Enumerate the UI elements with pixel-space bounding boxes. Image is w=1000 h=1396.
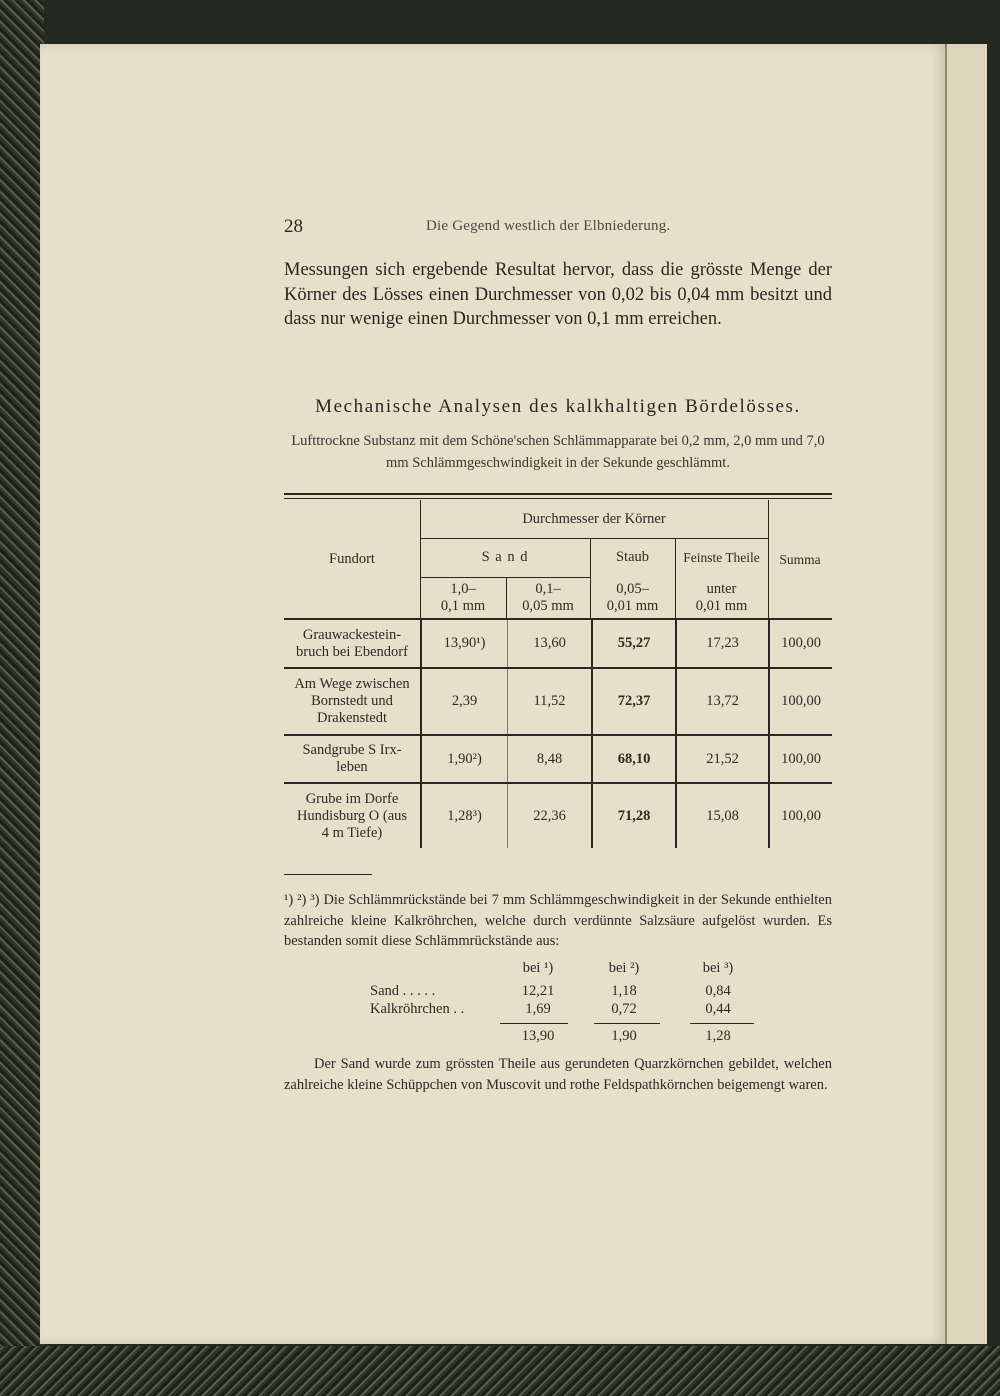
row-sand-coarse: 1,28³) <box>447 807 482 824</box>
header-summa: Summa <box>779 551 821 567</box>
subtable-total: 1,90 <box>611 1028 637 1044</box>
table-title: Mechanische Analysen des kalkhaltigen Bördelösses. <box>315 396 801 417</box>
row-feinste: 13,72 <box>706 693 739 709</box>
row-fundort: Sandgrube S Irx- leben <box>302 742 402 775</box>
table-top-rule-thin <box>284 498 832 499</box>
page-number: 28 <box>284 216 303 237</box>
subtable-header: bei ³) <box>702 960 734 976</box>
row-sand-fine: 11,52 <box>533 693 566 709</box>
footnote-rule <box>284 874 372 875</box>
subtable-row-label: Sand . . . . . <box>370 983 436 999</box>
row-staub: 72,37 <box>617 693 651 709</box>
table-subtitle: Lufttrockne Substanz mit dem Schöne'schen Schlämmapparate bei 0,2 mm, 2,0 mm und 7,0 mm Schlämmgeschwindigkeit in der Sekunde geschlämmt. <box>291 433 825 471</box>
subtable-total: 13,90 <box>521 1028 555 1044</box>
subtable-cell: 0,84 <box>705 983 731 999</box>
row-summa: 100,00 <box>781 635 821 651</box>
row-staub: 55,27 <box>617 635 651 651</box>
header-sand-coarse: 1,0– 0,1 mm <box>440 580 486 614</box>
footnote-text: ¹) ²) ³) Die Schlämmrückstände bei 7 mm Schlämmgeschwindigkeit in der Sekunde enthielten zahlreiche kleine Kalkröhrchen, welche durch verdünnte Salzsäure aufgelöst wurden. Es bestanden somit diese Schlämmrückstände aus: <box>284 892 832 949</box>
row-fundort: Grube im Dorfe Hundisburg O (aus 4 m Tiefe) <box>296 790 408 841</box>
row-fundort: Am Wege zwischen Bornstedt und Drakenstedt <box>294 676 410 726</box>
row-fundort: Grauwackestein- bruch bei Ebendorf <box>296 626 408 660</box>
row-sand-coarse: 13,90¹) <box>443 635 486 651</box>
row-summa: 100,00 <box>781 807 821 824</box>
subtable-cell: 12,21 <box>521 983 555 999</box>
row-sand-coarse: 1,90²) <box>447 750 482 767</box>
row-sand-fine: 22,36 <box>533 807 566 824</box>
subtable-cell: 1,69 <box>525 1001 551 1017</box>
row-sand-fine: 13,60 <box>533 635 566 651</box>
subtable-sum-line <box>594 1023 660 1024</box>
subtable-sum-line <box>500 1023 568 1024</box>
row-staub: 71,28 <box>617 807 651 824</box>
row-summa: 100,00 <box>781 750 821 767</box>
closing-paragraph: Der Sand wurde zum grössten Theile aus gerundeten Quarzkörnchen gebildet, welchen zahlreiche kleine Schüppchen von Muscovit und rothe Feldspathkörnchen beigemengt waren. <box>284 1056 832 1093</box>
subtable-total: 1,28 <box>705 1028 731 1044</box>
row-sand-coarse: 2,39 <box>451 693 478 709</box>
book-cover-left-edge <box>0 0 44 1396</box>
running-title: Die Gegend westlich der Elbniederung. <box>426 218 671 234</box>
header-feinste-range: unter 0,01 mm <box>695 580 748 614</box>
row-feinste: 17,23 <box>706 635 739 651</box>
row-summa: 100,00 <box>781 693 821 709</box>
subtable-cell: 1,18 <box>611 983 637 999</box>
header-fundort: Fundort <box>329 550 375 567</box>
page-header <box>284 216 829 242</box>
row-feinste: 21,52 <box>706 750 739 767</box>
subtable-cell: 0,72 <box>611 1001 637 1017</box>
book-cover-bottom-edge <box>0 1346 1000 1396</box>
table-top-rule <box>284 493 832 495</box>
header-feinste: Feinste Theile <box>683 550 760 565</box>
facing-page-edge <box>945 44 987 1344</box>
subtable-header: bei ²) <box>608 960 640 976</box>
header-staub-range: 0,05– 0,01 mm <box>606 580 659 614</box>
subtable-row-label: Kalkröhrchen . . <box>370 1001 465 1017</box>
subtable-sum-line <box>690 1023 754 1024</box>
header-durchmesser: Durchmesser der Körner <box>522 510 666 527</box>
row-feinste: 15,08 <box>706 807 739 824</box>
row-staub: 68,10 <box>617 750 651 767</box>
header-staub: Staub <box>615 549 650 565</box>
header-sand: S a n d <box>481 549 529 565</box>
body-paragraph-text: Messungen sich ergebende Resultat hervor, dass die grösste Menge der Körner des Lösses einen Durchmesser von 0,02 bis 0,04 mm besitzt und dass nur wenige einen Durchmesser von 0,1 mm erreichen. <box>284 260 832 329</box>
subtable-cell: 0,44 <box>705 1001 731 1017</box>
row-sand-fine: 8,48 <box>536 750 563 767</box>
body-paragraph <box>284 258 832 332</box>
header-sand-fine: 0,1– 0,05 mm <box>522 580 574 614</box>
subtable-header: bei ¹) <box>522 960 554 976</box>
